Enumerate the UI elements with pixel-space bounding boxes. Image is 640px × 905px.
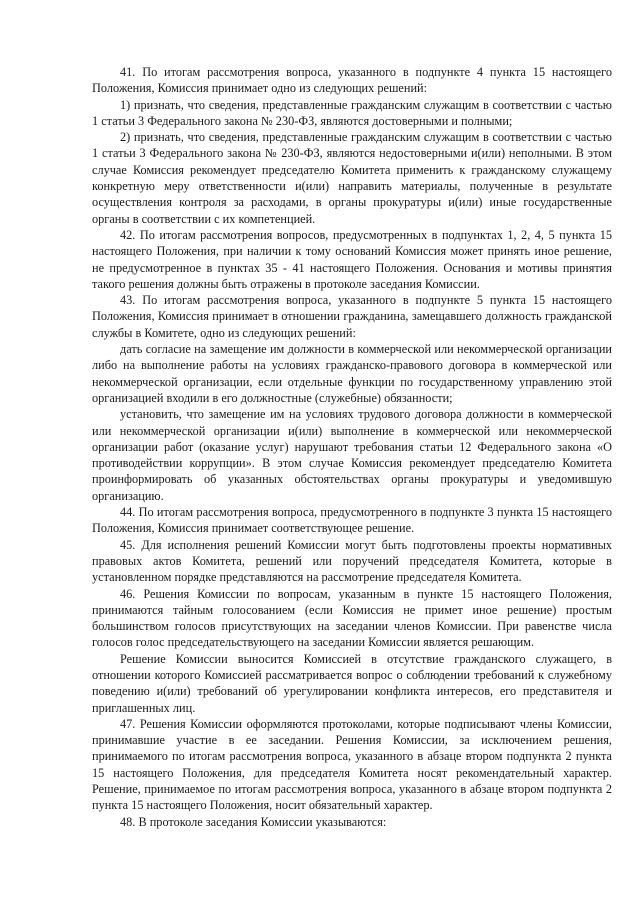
paragraph-46: 46. Решения Комиссии по вопросам, указанным в пункте 15 настоящего Положения, принимаются тайным голосованием (если Комиссия не примет иное решение) простым большинством голосов присутствующих на заседании членов Комиссии. При равенстве числа голосов голос председательствующего на заседании Комиссии является решающим. — [92, 586, 612, 650]
paragraph-43-option-consent: дать согласие на замещение им должности в коммерческой или некоммерческой организации либо на выполнение работы на условиях гражданско-правового договора в коммерческой или некоммерческой организации, если отдельные функции по государственному управлению этой организацией входили в его должностные (служебные) обязанности; — [92, 342, 612, 405]
paragraph-41-item-2: 2) признать, что сведения, представленные гражданским служащим в соответствии с частью 1 статьи 3 Федерального закона № 230-ФЗ, являются недостоверными и(или) неполными. В этом случае Комиссия рекомендует председателю Комитета применить к гражданскому служащему конкретную меру ответственности и(или) направить материалы, полученные в результате осуществления контроля за расходами, в органы прокуратуры и(или) иные государственные органы в соответствии с их компетенцией. — [92, 130, 612, 226]
paragraph-46-continued: Решение Комиссии выносится Комиссией в отсутствие гражданского служащего, в отношении которого Комиссией рассматривается вопрос о соблюдении требований к служебному поведению и(или) требований об урегулировании конфликта интересов, его представителя и приглашенных лиц. — [92, 651, 612, 715]
paragraph-42: 42. По итогам рассмотрения вопросов, предусмотренных в подпунктах 1, 2, 4, 5 пункта 15 настоящего Положения, при наличии к тому оснований Комиссия может принять иное решение, не предусмотренное в пунктах 35 - 41 настоящего Положения. Основания и мотивы принятия такого решения должны быть отражены в протоколе заседания Комиссии. — [92, 227, 612, 291]
paragraph-41-item-1: 1) признать, что сведения, представленные гражданским служащим в соответствии с частью 1 статьи 3 Федерального закона № 230-ФЗ, являются достоверными и полными; — [92, 97, 612, 128]
paragraph-41: 41. По итогам рассмотрения вопроса, указанного в подпункте 4 пункта 15 настоящего Положения, Комиссия принимает одно из следующих решений: — [92, 65, 612, 96]
paragraph-48: 48. В протоколе заседания Комиссии указываются: — [120, 814, 387, 829]
paragraph-45: 45. Для исполнения решений Комиссии могут быть подготовлены проекты нормативных правовых актов Комитета, решений или поручений председателя Комитета, которые в установленном порядке представляются на рассмотрение председателя Комитета. — [92, 537, 612, 585]
paragraph-47: 47. Решения Комиссии оформляются протоколами, которые подписывают члены Комиссии, принимавшие участие в ее заседании. Решения Комиссии, за исключением решения, принимаемого по итогам рассмотрения вопроса, указанного в абзаце втором подпункта 2 пункта 15 настоящего Положения, для председателя Комитета носят рекомендательный характер. Решение, принимаемое по итогам рассмотрения вопроса, указанного в абзаце втором подпункта 2 пункта 15 настоящего Положения, носит обязательный характер. — [92, 716, 612, 813]
paragraph-43: 43. По итогам рассмотрения вопроса, указанного в подпункте 5 пункта 15 настоящего Положения, Комиссия принимает в отношении гражданина, замещавшего должность гражданской службы в Комитете, одно из следующих решений: — [92, 293, 612, 340]
paragraph-43-option-violation: установить, что замещение им на условиях трудового договора должности в коммерческой или некоммерческой организации и(или) выполнение в коммерческой или некоммерческой организации работ (оказание услуг) нарушают требования статьи 12 Федерального закона «О противодействии коррупции». В этом случае Комиссия рекомендует председателю Комитета проинформировать об указанных обстоятельствах органы прокуратуры и уведомившую организацию. — [92, 407, 612, 503]
paragraph-44: 44. По итогам рассмотрения вопроса, предусмотренного в подпункте 3 пункта 15 настоящего Положения, Комиссия принимает соответствующее решение. — [92, 505, 612, 536]
